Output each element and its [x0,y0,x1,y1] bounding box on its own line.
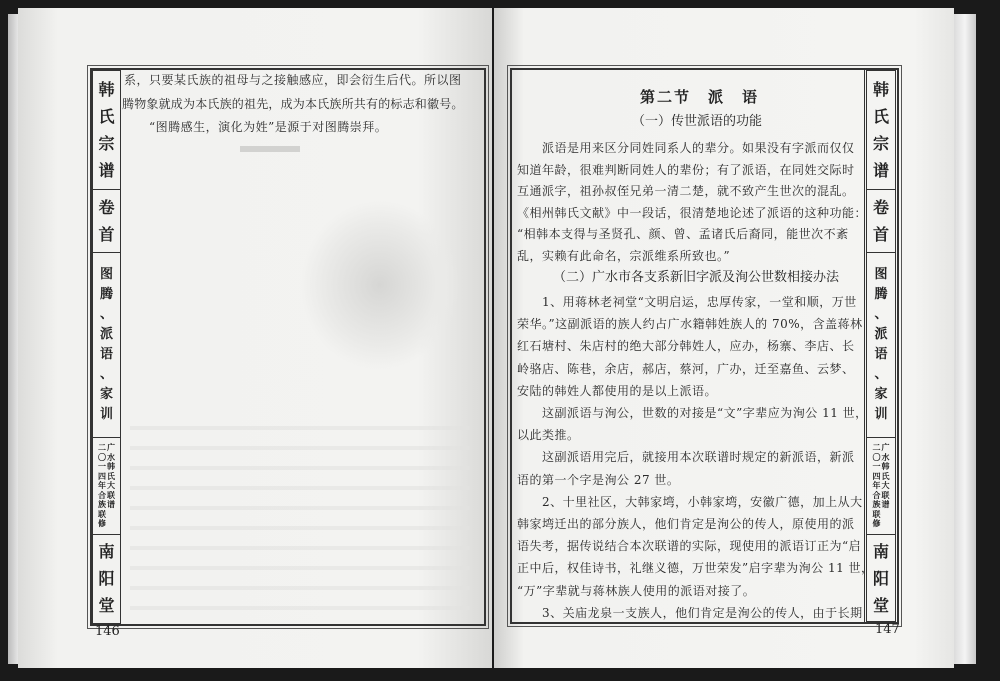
side-char: 一 [872,461,881,472]
side-char: 谱 [98,161,115,180]
text-line: 安陆的韩姓人都使用的是以上派语。 [517,383,718,398]
side-char: 、 [874,307,888,322]
bleed-through-illustration [300,200,460,370]
side-topic_chars [93,253,120,438]
subtitle-2: （二）广水市各支系新旧字派及洵公世数相接办法 [553,270,840,285]
side-char: 韩 [872,80,889,99]
side-edition [93,438,120,535]
side-char: 语 [99,347,113,362]
text-line: 语失考，据传说结合本次联谱的实际，现使用的派语订正为“启 [517,539,862,554]
section-title: 第二节 派 语 [640,88,760,106]
text-line: 这副派语与洵公，世数的对接是“文”字辈应为洵公 11 世， [517,406,868,420]
side-char: 二 [98,442,106,453]
side-char: 四 [98,470,106,481]
side-char: 图 [99,267,113,282]
side-char: 、 [99,367,113,382]
side-char: 联 [98,508,106,519]
side-edition [867,438,895,535]
side-char: 宗 [872,134,889,153]
text-line: 2、十里社区，大韩家塆，小韩家塆，安徽广德，加上从大 [517,494,863,509]
side-char: 联 [872,508,881,519]
book-edge-right [954,14,976,664]
side-char: 腾 [99,287,113,302]
text-line: 以此类推。 [517,428,580,443]
text-line: “图腾感生，演化为姓”是源于对图腾崇拜。 [124,120,388,134]
side-title_chars [93,71,120,190]
text-line: 韩家塆迁出的部分族人，他们肯定是洵公的传人，原使用的派 [517,517,855,531]
side-char: 氏 [107,470,115,481]
side-char: 首 [98,225,115,244]
text-line: 《相州韩氏文献》中一段话，很清楚地论述了派语的这种功能： [517,205,868,220]
side-volume_chars [867,190,895,253]
side-char: 族 [98,499,106,510]
side-char: 〇 [872,451,881,462]
text-line: 红石塘村、朱店村的绝大部分韩姓人，应办，杨寨、李店、长 [517,339,855,354]
right-side-panel [866,70,896,622]
side-char: 谱 [107,499,115,510]
text-line: 岭骆店、陈巷，余店，郝店，蔡河，广办，迁至嘉鱼、云梦、 [517,361,855,376]
side-char: 族 [872,499,881,510]
text-line: 互通派字，祖孙叔侄兄弟一清二楚，就不致产生世次的混乱。 [517,184,855,198]
side-char: 谱 [881,499,890,510]
edition-column [873,443,881,529]
side-char: 卷 [98,198,115,217]
side-char: 家 [99,387,113,402]
text-line: 荣华。”这副派语的族人约占广水籍韩姓族人的 70%，含盖蒋林 [517,317,863,332]
subtitle-1: （一）传世派语的功能 [632,114,763,129]
side-hall_chars [867,535,895,621]
side-char: 四 [872,470,881,481]
side-char: 卷 [872,198,889,217]
side-topic_chars [867,253,895,438]
side-char: 谱 [872,161,889,180]
edition-column [107,443,115,529]
side-char: 水 [881,451,890,462]
side-char: 图 [874,267,888,282]
side-char: 氏 [98,107,115,126]
text-line: 3、关庙龙泉一支族人，他们肯定是洵公的传人，由于长期 [517,605,863,620]
side-char: 广 [881,442,890,453]
side-char: 首 [872,225,889,244]
side-char: 、 [99,307,113,322]
side-char: 氏 [872,107,889,126]
text-line: “相韩本支得与圣贤孔、颜、曾、孟诸氏后裔同，能世次不紊 [517,227,849,241]
text-line: 1、用蒋林老祠堂“文明启运，忠厚传家，一堂和顺，万世 [517,295,857,309]
side-char: 修 [98,518,106,529]
side-char: 联 [107,489,115,500]
side-char: 阳 [872,568,889,588]
bleed-through-mark [240,146,300,152]
side-char: 阳 [98,568,115,588]
side-char: 、 [874,367,888,382]
side-char: 训 [99,407,113,422]
text-line: 知道年龄，很难判断同姓人的辈份；有了派语，在同姓交际时 [517,162,855,177]
side-char: 南 [98,541,115,561]
text-line: 派语是用来区分同姓同系人的辈分。如果没有字派而仅仅 [517,141,855,155]
side-char: 联 [881,489,890,500]
side-hall_chars [93,535,120,621]
side-title_chars [867,71,895,190]
side-char: 年 [98,480,106,491]
text-line: 正中后，权佳诗书，礼继义德，万世荣发”启字辈为洵公 11 世， [517,561,874,576]
side-char: 一 [98,461,106,472]
side-char: 广 [107,442,115,453]
edition-column [882,443,890,529]
side-char: 〇 [98,451,106,462]
side-char: 氏 [881,470,890,481]
page-number-right: 147 [875,622,900,637]
side-char: 修 [872,518,881,529]
side-char: 大 [107,480,115,491]
side-char: 宗 [98,134,115,153]
side-char: 大 [881,480,890,491]
left-side-panel [92,70,121,624]
side-volume_chars [93,190,120,253]
side-char: 南 [872,541,889,561]
side-char: 派 [99,327,113,342]
side-char: 合 [872,489,881,500]
text-line: 这副派语用完后，就接用本次联谱时规定的新派语，新派 [517,450,855,465]
side-char: 家 [874,387,888,402]
bleed-through-lines [130,410,470,610]
side-char: 二 [872,442,881,453]
side-char: 水 [107,451,115,462]
text-line: 腾物象就成为本氏族的祖先，成为本氏族所共有的标志和徽号。 [122,97,464,111]
side-char: 堂 [98,595,115,615]
text-line: 语的第一个字是洵公 27 世。 [517,472,680,487]
divider [864,70,865,622]
text-line: 系，只要某氏族的祖母与之接触感应，即会衍生后代。所以图 [124,73,462,87]
side-char: 训 [874,407,888,422]
side-char: 派 [874,327,888,342]
side-char: 合 [98,489,106,500]
text-line: “万”字辈就与蒋林族人使用的派语对接了。 [517,583,756,598]
side-char: 韩 [98,80,115,99]
page-number-left: 146 [95,624,120,639]
text-line: 乱，实赖有此命名，宗派维系所致也。” [517,248,731,263]
side-char: 韩 [107,461,115,472]
side-char: 腾 [874,287,888,302]
side-char: 年 [872,480,881,491]
side-char: 语 [874,347,888,362]
side-char: 堂 [872,595,889,615]
edition-column [98,443,106,529]
side-char: 韩 [881,461,890,472]
